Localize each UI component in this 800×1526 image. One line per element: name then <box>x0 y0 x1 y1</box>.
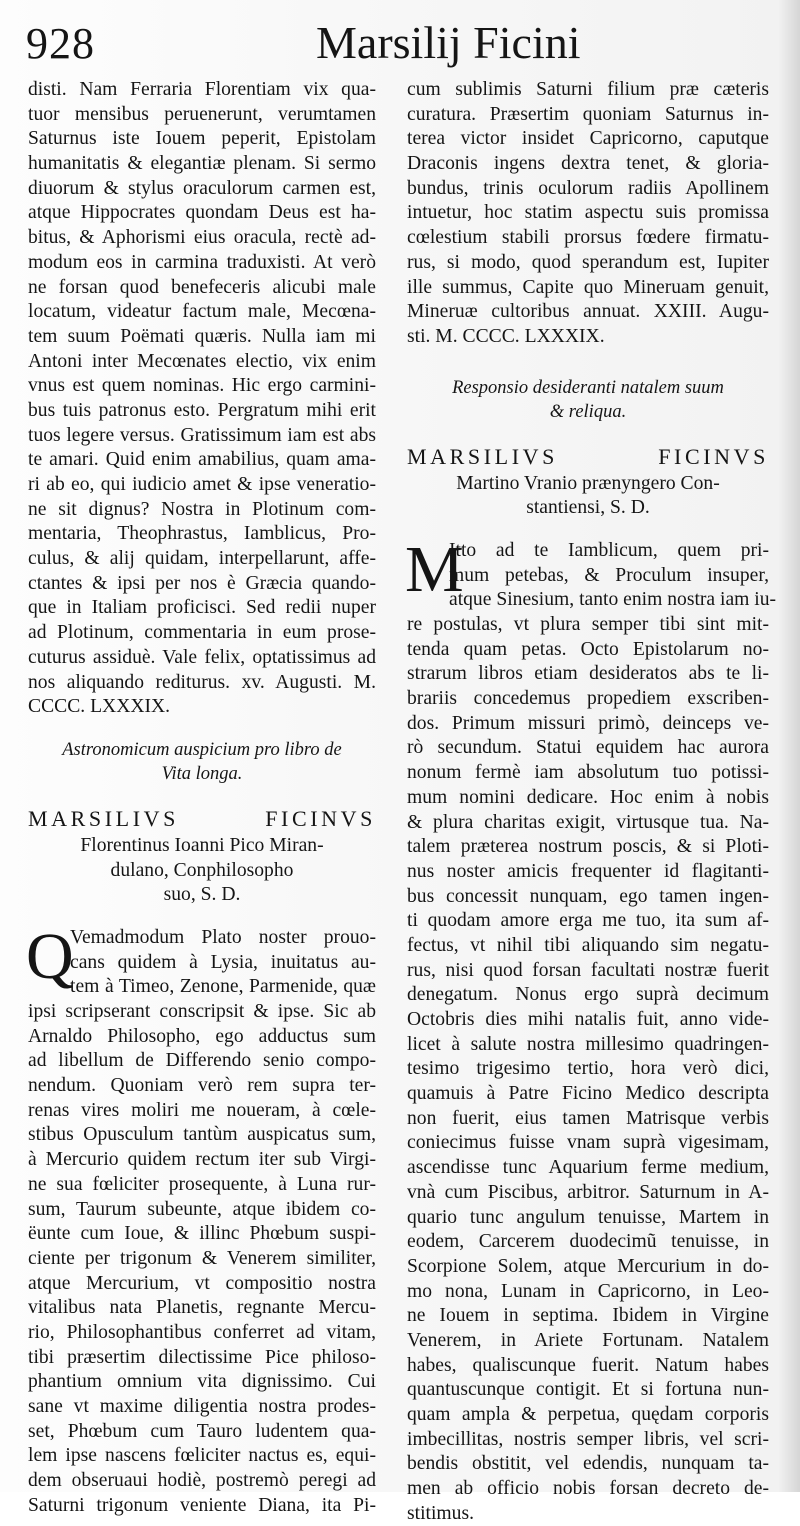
text-line: Saturnus iste Iouem peperit, Epistolam <box>28 128 376 150</box>
text-line: tem à Timeo, Zenone, Parmenide, quæ <box>70 976 376 998</box>
heading-line: Astronomicum auspicium pro libro de <box>62 739 342 760</box>
page-header <box>26 14 786 76</box>
heading-line: & reliqua. <box>549 401 627 422</box>
addressee-line: stantiensi, S. D. <box>526 497 650 519</box>
text-line: ne sua fœliciter prosequente, à Luna rur- <box>28 1173 376 1195</box>
author-heading-left: MARSILIVS FICINVS <box>28 805 376 831</box>
text-line: brariis concedemus propediem exscriben- <box>407 688 769 710</box>
text-line: Itto ad te Iamblicum, quem pri- <box>449 539 769 561</box>
text-line: eodem, Carcerem duodecimũ tenuisse, in <box>407 1231 769 1253</box>
text-line: sum, Taurum subeunte, atque ibidem co- <box>28 1198 376 1220</box>
text-line: dos. Primum missuri primò, deinceps ve- <box>407 712 769 734</box>
text-line: re postulas, vt plura semper tibi sint mit- <box>407 614 769 635</box>
text-line: atque Sinesium, tanto enim nostra iam iu- <box>449 589 777 611</box>
text-line: rio, Philosophantibus conferret ad vitam, <box>28 1321 376 1343</box>
letter-heading-right <box>407 376 769 424</box>
text-line: quantuscunque contigit. Et si fortuna nun- <box>407 1379 769 1401</box>
text-line: bus tuis patronus esto. Pergratum mihi erit <box>28 399 376 421</box>
drop-initial-q: Q <box>26 919 74 993</box>
text-line: ne forsan quod benefeceris alicubi male <box>28 276 376 298</box>
text-line: Venerem, in Ariete Fortunam. Natalem <box>407 1329 769 1351</box>
text-line: coniecimus fuisse vnam suprà vigesimam, <box>407 1132 769 1154</box>
text-line: bus concessit nunquam, ego tamen ingen- <box>407 885 769 907</box>
text-line: sane vt maxime diligentia nostra prodes- <box>28 1396 376 1417</box>
text-line: vnà cum Piscibus, arbitror. Saturnum in A- <box>407 1181 769 1203</box>
letter-heading-left <box>28 738 376 786</box>
text-line: dem obseruaui hodiè, postremò peregi ad <box>28 1470 376 1492</box>
heading-line: Responsio desideranti natalem suum <box>452 377 724 398</box>
text-line: bitus, & Aphorismi eius oracula, rectè ad- <box>28 227 376 249</box>
addressee-left <box>28 834 376 908</box>
text-line: mentaria, Theophrastus, Iamblicus, Pro- <box>28 523 376 545</box>
addressee-line: dulano, Conphilosopho <box>110 859 294 881</box>
text-line: Antoni inter Mecœnates electio, vix enim <box>28 350 376 372</box>
text-line: ëunte cum Ioue, & illinc Phœbum suspi- <box>28 1223 376 1245</box>
text-line: disti. Nam Ferraria Florentiam vix qua- <box>28 79 376 100</box>
letter-body-left-2 <box>28 1000 376 1518</box>
text-line: renas vires moliri me noueram, à cœle- <box>28 1099 376 1121</box>
text-line: Vemadmodum Plato noster prouo- <box>70 926 376 948</box>
text-line: vnus est quem nominas. Hic ergo carmini- <box>28 375 376 397</box>
text-line: imbecillitas, nostris semper libris, vel scri- <box>407 1428 769 1450</box>
text-line: Saturni trigonum veniente Diana, ita Pi- <box>28 1494 376 1516</box>
text-line: nos aliquando rediturus. xv. Augusti. M. <box>28 671 376 693</box>
text-line: tesimo trigesimo tertio, hora verò dici, <box>407 1058 769 1080</box>
text-line: tuor mensibus peruenerunt, verumtamen <box>28 103 376 125</box>
text-line: ciente per trigonum & Venerem similiter, <box>28 1247 376 1269</box>
text-line: ad libellum de Differendo senio compo- <box>28 1050 376 1072</box>
text-line: ri ab eo, qui iudicio amet & ipse veneratio- <box>28 474 376 495</box>
text-line: tuos legere versus. Gratissimum iam est abs <box>28 424 376 446</box>
text-line: denegatum. Nonus ergo suprà decimum <box>407 984 769 1006</box>
text-line: mo nona, Lunam in Capricorno, in Leo- <box>407 1280 769 1302</box>
text-line: cum sublimis Saturni filium præ cæteris <box>407 79 769 100</box>
text-line: ipsi scripserant conscripsit & ipse. Sic ab <box>28 1001 376 1022</box>
text-line: stibus Opusculum tantùm auspicatus sum, <box>28 1124 376 1146</box>
text-line: strarum libros etiam desideratos abs te li- <box>407 663 769 685</box>
text-line: tenda quam petas. Octo Epistolarum no- <box>407 638 769 660</box>
text-line: ti quodam amore erga me tuo, ita sum af- <box>407 910 769 932</box>
addressee-line: Martino Vranio prænyngero Con- <box>456 472 720 494</box>
text-line: mum nomini dedicare. Hoc enim à nobis <box>407 786 769 808</box>
text-line: ctantes & ipsi per nos è Græcia quando- <box>28 572 376 594</box>
text-line: à Mercurio quidem rectum iter sub Virgi- <box>28 1149 376 1171</box>
heading-line: Vita longa. <box>161 763 243 784</box>
text-line: ille summus, Capite quo Mineruam genuit, <box>407 276 769 298</box>
text-line: tibi præsertim dilectissime Pice philoso- <box>28 1346 376 1368</box>
text-line: talem præterea nostrum poscis, & si Ploti- <box>407 836 769 858</box>
text-line: ad Plotinum, commentaria in eum prose- <box>28 622 376 644</box>
letter-body-left-1 <box>28 78 376 720</box>
addressee-line: suo, S. D. <box>163 884 241 906</box>
text-line: habes, qualiscunque fuerit. Natum habes <box>407 1354 769 1376</box>
author-heading-right: MARSILIVS FICINVS <box>407 443 769 469</box>
letter-opening-right <box>405 532 777 613</box>
text-line: Mineruæ cultoribus annuat. XXIII. Augu- <box>407 301 769 323</box>
text-line: quam ampla & perpetua, quędam corporis <box>407 1404 769 1425</box>
text-line: nendum. Quoniam verò rem supra ter- <box>28 1075 376 1097</box>
right-column <box>405 78 777 1526</box>
text-line: lem ipse nascens fœliciter nactus es, equi- <box>28 1445 376 1467</box>
text-line: terea victor insidet Capricorno, caputque <box>407 128 769 150</box>
text-line: Arnaldo Philosopho, ego adductus sum <box>28 1025 376 1047</box>
text-line: que in Italiam proficisci. Sed redii nuper <box>28 597 376 619</box>
left-column <box>28 78 376 1518</box>
text-line: quamuis à Patre Ficino Medico descripta <box>407 1083 769 1105</box>
text-line: cuturus assiduè. Vale felix, optatissimus ad <box>28 646 376 668</box>
text-line: & plura charitas exigit, virtusque tua. Na- <box>407 811 769 833</box>
text-line: tem suum Poëmati quæris. Nulla iam mi <box>28 325 376 347</box>
text-line: culus, & alij quidam, interpellarunt, affe- <box>28 548 376 570</box>
text-line: sti. M. CCCC. LXXXIX. <box>407 325 605 347</box>
text-line: phantium omnium vita dignissimo. Cui <box>28 1371 376 1393</box>
text-line: rus, si modo, quod sperandum est, Iupiter <box>407 251 769 273</box>
letter-opening-left <box>26 919 376 1000</box>
text-line: quario tunc angulum tenuisse, Martem in <box>407 1206 769 1228</box>
text-line: cœlestium stabili prorsus fœdere firmatu- <box>407 227 769 249</box>
text-line: bendis obstitit, vel edendis, nunquam ta- <box>407 1453 769 1475</box>
text-line: locatum, videatur factum male, Mecœna- <box>28 301 376 323</box>
text-line: te amari. Quid enim amabilius, quam ama- <box>28 449 376 471</box>
text-line: licet à salute nostra millesimo quadringen- <box>407 1033 769 1055</box>
text-line: atque Mercurium, vt compositio nostra <box>28 1272 376 1294</box>
letter-body-right-1 <box>407 78 769 350</box>
text-line: men ab officio nobis forsan decreto de- <box>407 1478 769 1500</box>
running-title: Marsilij Ficini <box>316 17 581 68</box>
text-line: rò secundum. Statui equidem hac aurora <box>407 737 769 759</box>
text-line: bundus, trinis oculorum radiis Apollinem <box>407 177 769 199</box>
text-line: fectus, vt nihil tibi aliquando sim negatu- <box>407 934 769 956</box>
text-line: curatura. Præsertim quoniam Saturnus in- <box>407 103 769 125</box>
text-line: CCCC. LXXXIX. <box>28 696 171 718</box>
text-line: modum eos in carmina traduxisti. At verò <box>28 251 376 273</box>
text-line: intuetur, hoc statim aspectu suis promissa <box>407 202 769 224</box>
text-line: humanitatis & elegantiæ plenam. Si sermo <box>28 153 376 175</box>
text-line: rus, nisi quod forsan facultati nostræ fuerit <box>407 959 769 981</box>
page-number: 928 <box>26 19 95 68</box>
text-line: nonum fermè iam absolutum tuo potissi- <box>407 762 769 784</box>
drop-initial-m: M <box>405 532 464 606</box>
facing-page-shadow <box>778 0 800 1492</box>
text-line: atque Hippocrates quondam Deus est ha- <box>28 202 376 224</box>
text-line: cans quidem à Lysia, inuitatus au- <box>70 951 376 973</box>
addressee-right <box>407 472 769 521</box>
text-line: nus noster amicis frequenter id flagitanti- <box>407 860 769 882</box>
text-line: Scorpione Solem, atque Mercurium in do- <box>407 1255 769 1277</box>
text-line: set, Phœbum cum Tauro ludentem qua- <box>28 1420 376 1442</box>
text-line: ne sit dignus? Nostra in Plotinum com- <box>28 498 376 520</box>
text-line: non fuerit, eius tamen Matrisque verbis <box>407 1107 769 1129</box>
text-line: stitimus. <box>407 1502 474 1524</box>
text-line: ne Iouem in septima. Ibidem in Virgine <box>407 1305 769 1327</box>
text-line: diuorum & stylus oraculorum carmen est, <box>28 177 376 199</box>
text-line: vitalibus nata Planetis, regnante Mercu- <box>28 1297 376 1319</box>
text-line: mum petebas, & Proculum insuper, <box>449 564 769 586</box>
text-line: Octobris dies mihi natalis fuit, anno vide- <box>407 1009 769 1030</box>
addressee-line: Florentinus Ioanni Pico Miran- <box>80 834 324 856</box>
text-line: ascendisse tunc Aquarium ferme medium, <box>407 1157 769 1179</box>
letter-body-right-2 <box>407 613 769 1526</box>
text-line: Draconis ingens dextra tenet, & gloria- <box>407 153 769 175</box>
